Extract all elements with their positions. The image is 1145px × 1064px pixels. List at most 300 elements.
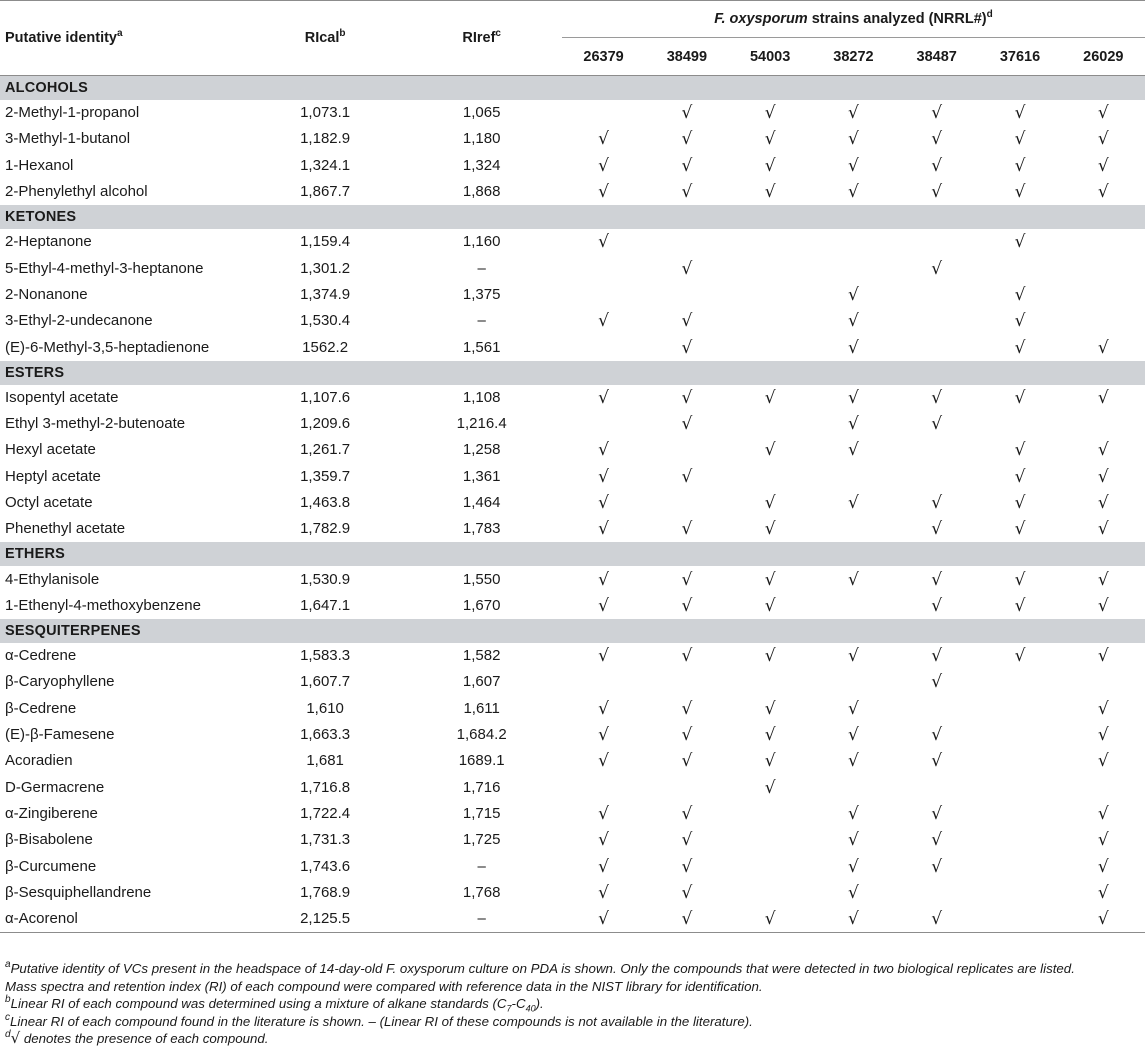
presence-cell — [729, 827, 812, 853]
presence-cell — [645, 282, 728, 308]
check-icon: √ — [931, 830, 943, 851]
check-icon: √ — [931, 909, 943, 930]
check-icon: √ — [681, 909, 693, 930]
compound-name-cell: Octyl acetate — [5, 494, 93, 511]
presence-cell — [978, 801, 1061, 827]
presence-cell — [562, 334, 645, 360]
presence-cell — [729, 100, 812, 126]
check-icon: √ — [931, 856, 943, 877]
presence-cell — [895, 669, 978, 695]
presence-cell — [978, 334, 1061, 360]
presence-cell — [729, 464, 812, 490]
check-icon: √ — [598, 232, 609, 253]
presence-cell — [978, 722, 1061, 748]
presence-cell — [645, 308, 728, 334]
check-icon: √ — [931, 803, 943, 824]
presence-cell — [729, 775, 812, 801]
header-strains-title: F. oxysporum strains analyzed (NRRL#)$^d$ — [562, 1, 1145, 38]
presence-cell — [562, 516, 645, 542]
ricalc-cell: 1,261.7 — [300, 441, 351, 459]
presence-cell — [978, 669, 1061, 695]
presence-cell — [978, 906, 1061, 933]
presence-cell — [978, 464, 1061, 490]
presence-cell — [1062, 801, 1145, 827]
presence-cell — [1062, 643, 1145, 669]
check-icon: √ — [848, 155, 859, 176]
table-row — [0, 696, 1145, 722]
check-icon: √ — [1014, 103, 1026, 124]
table-row — [0, 906, 1145, 933]
check-icon: √ — [764, 777, 776, 798]
check-icon: √ — [1097, 595, 1109, 616]
presence-cell — [562, 437, 645, 463]
ricalc-cell: 1562.2 — [302, 338, 349, 356]
presence-cell — [645, 801, 728, 827]
check-icon: √ — [1097, 182, 1109, 203]
table-row — [0, 179, 1145, 205]
presence-cell — [645, 126, 728, 152]
presence-cell — [978, 880, 1061, 906]
presence-cell — [645, 255, 728, 281]
check-icon: √ — [1014, 440, 1026, 461]
riref-cell: 1,868 — [462, 183, 501, 201]
check-icon: √ — [598, 569, 609, 590]
presence-cell — [729, 880, 812, 906]
table-row — [0, 229, 1145, 255]
check-icon: √ — [764, 725, 776, 746]
compound-name-cell: β-Caryophyllene — [5, 673, 115, 691]
table-row — [0, 827, 1145, 853]
presence-cell — [812, 566, 895, 592]
check-icon: √ — [931, 129, 943, 150]
presence-cell — [812, 100, 895, 126]
presence-cell — [729, 334, 812, 360]
check-icon: √ — [764, 182, 776, 203]
presence-cell — [1062, 516, 1145, 542]
check-icon: √ — [681, 519, 693, 540]
ricalc-cell: 1,463.8 — [300, 494, 351, 511]
compound-name-cell: 3-Methyl-1-butanol — [5, 130, 131, 148]
header-strain-54003: 54003 — [749, 48, 791, 65]
table-row — [0, 126, 1145, 152]
presence-cell — [729, 179, 812, 205]
compound-name-cell: 5-Ethyl-4-methyl-3-heptanone — [5, 259, 204, 277]
check-icon: √ — [1097, 493, 1109, 513]
presence-cell — [645, 722, 728, 748]
table-row — [0, 880, 1145, 906]
check-icon: √ — [1097, 337, 1109, 358]
presence-cell — [562, 255, 645, 281]
presence-cell — [1062, 775, 1145, 801]
presence-cell — [978, 748, 1061, 774]
check-icon: √ — [1097, 103, 1109, 124]
presence-cell — [562, 566, 645, 592]
check-icon: √ — [931, 595, 943, 616]
presence-cell — [729, 490, 812, 516]
presence-cell — [812, 643, 895, 669]
riref-cell: – — [477, 857, 486, 875]
check-icon: √ — [598, 595, 609, 616]
group-header-row — [0, 361, 1145, 385]
check-icon: √ — [1097, 698, 1109, 719]
presence-cell — [562, 827, 645, 853]
presence-cell — [729, 255, 812, 281]
check-icon: √ — [848, 830, 859, 851]
check-icon: √ — [1097, 519, 1109, 540]
group-label: KETONES — [0, 205, 1145, 229]
riref-cell: 1,670 — [462, 596, 501, 614]
presence-cell — [645, 643, 728, 669]
group-label: ETHERS — [0, 542, 1145, 566]
check-icon: √ — [1014, 466, 1026, 487]
check-icon: √ — [764, 751, 776, 772]
table-row — [0, 385, 1145, 411]
table-row — [0, 775, 1145, 801]
presence-cell — [812, 385, 895, 411]
group-header-row — [0, 619, 1145, 643]
check-icon: √ — [1097, 751, 1109, 772]
presence-cell — [895, 490, 978, 516]
presence-cell — [562, 385, 645, 411]
riref-cell: 1,216.4 — [456, 415, 507, 433]
check-icon: √ — [764, 519, 776, 540]
presence-cell — [1062, 593, 1145, 619]
presence-cell — [729, 906, 812, 933]
presence-cell — [895, 385, 978, 411]
presence-cell — [729, 282, 812, 308]
presence-cell — [645, 464, 728, 490]
footnote-a: $^a$Putative identity of VCs present in the headspace of 14-day-old F. oxysporum culture on PDA is shown. Only the compounds that were detected in two biological replicates are listed. — [5, 959, 1075, 976]
check-icon: √ — [1014, 155, 1026, 176]
presence-cell — [812, 126, 895, 152]
ricalc-cell: 1,301.2 — [300, 259, 351, 277]
check-icon: √ — [598, 493, 609, 513]
riref-cell: 1,607 — [462, 673, 501, 691]
check-icon: √ — [681, 646, 693, 667]
check-icon: √ — [848, 882, 859, 903]
table-row — [0, 100, 1145, 126]
table-header — [0, 1, 1145, 76]
presence-cell — [729, 801, 812, 827]
check-icon: √ — [848, 440, 859, 461]
presence-cell — [562, 801, 645, 827]
presence-cell — [562, 411, 645, 437]
riref-cell: 1,375 — [462, 285, 501, 303]
table-row — [0, 801, 1145, 827]
presence-cell — [562, 880, 645, 906]
presence-cell — [812, 827, 895, 853]
presence-cell — [978, 100, 1061, 126]
presence-cell — [978, 696, 1061, 722]
check-icon: √ — [848, 182, 859, 203]
group-label: SESQUITERPENES — [0, 619, 1145, 643]
riref-cell: – — [477, 312, 486, 330]
riref-cell: 1,258 — [462, 441, 501, 459]
ricalc-cell: 1,681 — [306, 752, 344, 770]
presence-cell — [645, 229, 728, 255]
presence-cell — [1062, 880, 1145, 906]
check-icon: √ — [681, 387, 693, 408]
presence-cell — [729, 308, 812, 334]
table-row — [0, 255, 1145, 281]
presence-cell — [895, 696, 978, 722]
check-icon: √ — [931, 646, 943, 667]
ricalc-cell: 1,374.9 — [300, 285, 351, 303]
presence-cell — [812, 696, 895, 722]
table-row — [0, 748, 1145, 774]
presence-cell — [1062, 334, 1145, 360]
compound-name-cell: β-Bisabolene — [5, 831, 93, 849]
presence-cell — [729, 593, 812, 619]
table-row — [0, 516, 1145, 542]
presence-cell — [978, 775, 1061, 801]
check-icon: √ — [1097, 440, 1109, 461]
check-icon: √ — [1097, 882, 1109, 903]
presence-cell — [729, 516, 812, 542]
check-icon: √ — [681, 725, 693, 746]
check-icon: √ — [931, 751, 943, 772]
check-icon: √ — [848, 387, 859, 408]
table-row — [0, 593, 1145, 619]
presence-cell — [562, 748, 645, 774]
check-icon: √ — [681, 595, 693, 616]
table-row — [0, 282, 1145, 308]
check-icon: √ — [764, 698, 776, 719]
riref-cell: 1,065 — [462, 104, 501, 122]
presence-cell — [1062, 229, 1145, 255]
ricalc-cell: 1,583.3 — [300, 647, 351, 665]
check-icon: √ — [598, 725, 609, 746]
table-row — [0, 566, 1145, 592]
presence-cell — [1062, 669, 1145, 695]
riref-cell: 1,725 — [462, 831, 501, 849]
table-row — [0, 308, 1145, 334]
presence-cell — [1062, 906, 1145, 933]
presence-cell — [978, 179, 1061, 205]
riref-cell: 1,361 — [462, 467, 501, 485]
check-icon: √ — [1097, 155, 1109, 176]
check-icon: √ — [848, 311, 859, 332]
presence-cell — [562, 853, 645, 879]
check-icon: √ — [848, 284, 859, 305]
presence-cell — [812, 153, 895, 179]
compound-name-cell: (E)-β-Famesene — [5, 726, 115, 744]
presence-cell — [645, 566, 728, 592]
compound-name-cell: Acoradien — [5, 752, 73, 770]
presence-cell — [1062, 255, 1145, 281]
footnote-c: $^c$Linear RI of each compound found in the literature is shown. – (Linear RI of these compounds is not available in the literature). — [5, 1011, 753, 1029]
riref-cell: 1,180 — [462, 130, 501, 148]
table-row — [0, 722, 1145, 748]
presence-cell — [812, 490, 895, 516]
presence-cell — [812, 437, 895, 463]
ricalc-cell: 1,324.1 — [300, 156, 351, 174]
riref-cell: 1,561 — [462, 338, 501, 356]
presence-cell — [729, 126, 812, 152]
check-icon: √ — [681, 129, 693, 150]
check-icon: √ — [1014, 646, 1026, 667]
compound-name-cell: α-Cedrene — [5, 647, 77, 665]
presence-cell — [1062, 490, 1145, 516]
presence-cell — [645, 593, 728, 619]
check-icon: √ — [848, 129, 859, 150]
compound-name-cell: Phenethyl acetate — [5, 520, 126, 538]
group-header-row — [0, 542, 1145, 566]
compound-name-cell: α-Zingiberene — [5, 804, 98, 822]
check-icon: √ — [598, 882, 609, 903]
presence-cell — [729, 669, 812, 695]
presence-cell — [978, 516, 1061, 542]
check-icon: √ — [598, 440, 609, 461]
check-icon: √ — [848, 414, 859, 435]
header-strain-38272: 38272 — [833, 48, 874, 65]
check-icon: √ — [681, 311, 693, 332]
presence-cell — [1062, 282, 1145, 308]
presence-cell — [562, 282, 645, 308]
presence-cell — [729, 853, 812, 879]
header-ricalc: RIcal$^b$ — [304, 28, 346, 46]
presence-cell — [895, 880, 978, 906]
check-icon: √ — [1014, 387, 1026, 408]
check-icon: √ — [598, 466, 609, 487]
check-icon: √ — [598, 830, 609, 851]
presence-cell — [812, 906, 895, 933]
riref-cell: 1,464 — [462, 494, 501, 511]
check-icon: √ — [764, 646, 776, 667]
presence-cell — [812, 179, 895, 205]
check-icon: √ — [1097, 466, 1109, 487]
presence-cell — [729, 566, 812, 592]
presence-cell — [895, 516, 978, 542]
presence-cell — [812, 801, 895, 827]
check-icon: √ — [598, 698, 609, 719]
ricalc-cell: 1,743.6 — [300, 857, 351, 875]
check-icon: √ — [931, 155, 943, 176]
check-icon: √ — [598, 646, 609, 667]
presence-cell — [895, 827, 978, 853]
check-icon: √ — [1014, 182, 1026, 203]
ricalc-cell: 1,867.7 — [300, 183, 351, 201]
presence-cell — [978, 853, 1061, 879]
riref-cell: 1,684.2 — [456, 726, 507, 744]
compound-name-cell: D-Germacrene — [5, 778, 105, 796]
check-icon: √ — [598, 751, 609, 772]
check-icon: √ — [681, 258, 693, 279]
header-strain-26379: 26379 — [583, 48, 624, 65]
presence-cell — [1062, 308, 1145, 334]
check-icon: √ — [931, 103, 943, 124]
header-putative-identity: Putative identity$^a$ — [5, 28, 123, 46]
ricalc-cell: 1,530.4 — [300, 312, 351, 330]
check-icon: √ — [1014, 493, 1026, 513]
presence-cell — [562, 308, 645, 334]
check-icon: √ — [681, 466, 693, 487]
presence-cell — [812, 775, 895, 801]
check-icon: √ — [931, 493, 943, 513]
check-icon: √ — [1014, 337, 1026, 358]
ricalc-cell: 1,107.6 — [300, 388, 351, 406]
ricalc-cell: 1,209.6 — [300, 415, 351, 433]
check-icon: √ — [1097, 387, 1109, 408]
check-icon: √ — [598, 182, 609, 203]
presence-cell — [895, 464, 978, 490]
presence-cell — [895, 906, 978, 933]
footnote-d: $^d$√ denotes the presence of each compound. — [5, 1029, 269, 1047]
check-icon: √ — [848, 803, 859, 824]
compound-name-cell: 4-Ethylanisole — [5, 570, 100, 588]
check-icon: √ — [1097, 725, 1109, 746]
riref-cell: 1,716 — [462, 778, 501, 796]
check-icon: √ — [681, 414, 693, 435]
presence-cell — [729, 696, 812, 722]
presence-cell — [645, 880, 728, 906]
ricalc-cell: 1,607.7 — [300, 673, 351, 691]
presence-cell — [978, 385, 1061, 411]
presence-cell — [812, 516, 895, 542]
check-icon: √ — [931, 414, 943, 435]
presence-cell — [812, 255, 895, 281]
header-strain-38499: 38499 — [666, 48, 708, 65]
presence-cell — [895, 126, 978, 152]
table-row — [0, 334, 1145, 360]
check-icon: √ — [681, 337, 693, 358]
presence-cell — [895, 643, 978, 669]
presence-cell — [895, 334, 978, 360]
presence-cell — [978, 126, 1061, 152]
footnote-b: $^b$Linear RI of each compound was determined using a mixture of alkane standards $(C_7-C_{40})$. — [5, 994, 544, 1014]
presence-cell — [978, 566, 1061, 592]
presence-cell — [1062, 153, 1145, 179]
check-icon: √ — [681, 103, 693, 124]
presence-cell — [812, 411, 895, 437]
compound-name-cell: α-Acorenol — [0, 906, 249, 933]
check-icon: √ — [1014, 129, 1026, 150]
check-icon: √ — [848, 493, 859, 513]
check-icon: √ — [1097, 569, 1109, 590]
compound-name-cell: 1-Ethenyl-4-methoxybenzene — [5, 596, 201, 614]
ricalc-cell: 1,722.4 — [300, 804, 351, 822]
presence-cell — [895, 411, 978, 437]
check-icon: √ — [848, 698, 859, 719]
presence-cell — [812, 593, 895, 619]
check-icon: √ — [681, 155, 693, 176]
header-riref: RIref$^c$ — [462, 28, 501, 46]
presence-cell — [645, 853, 728, 879]
check-icon: √ — [931, 182, 943, 203]
presence-cell — [812, 229, 895, 255]
check-icon: √ — [681, 830, 693, 851]
check-icon: √ — [1014, 595, 1026, 616]
presence-cell — [895, 566, 978, 592]
riref-cell: 1,783 — [462, 520, 501, 538]
ricalc-cell: 2,125.5 — [249, 906, 402, 933]
presence-cell — [562, 722, 645, 748]
presence-cell — [729, 411, 812, 437]
check-icon: √ — [681, 569, 693, 590]
presence-cell — [978, 437, 1061, 463]
ricalc-cell: 1,731.3 — [300, 831, 351, 849]
presence-cell — [645, 516, 728, 542]
riref-cell: 1,768 — [462, 883, 501, 901]
presence-cell — [645, 100, 728, 126]
presence-cell — [1062, 100, 1145, 126]
group-header-row — [0, 76, 1145, 101]
check-icon: √ — [848, 725, 859, 746]
presence-cell — [645, 437, 728, 463]
presence-cell — [729, 385, 812, 411]
presence-cell — [895, 775, 978, 801]
riref-cell: 1,550 — [462, 570, 501, 588]
